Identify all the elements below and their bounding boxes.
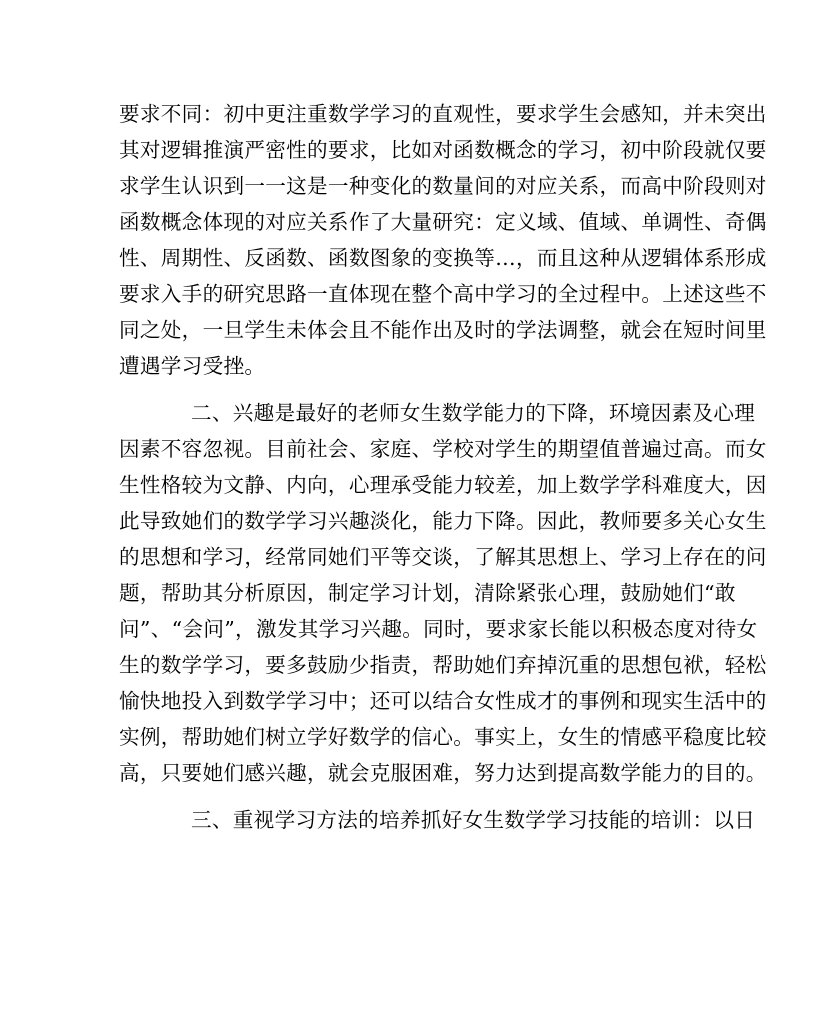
text-line: 问”、“会问”，激发其学习兴趣。同时，要求家长能以积极态度对待女	[119, 617, 758, 641]
text-line: 函数概念体现的对应关系作了大量研究：定义域、值域、单调性、奇偶	[119, 210, 767, 234]
text-line: 求学生认识到一一这是一种变化的数量间的对应关系，而高中阶段则对	[119, 174, 767, 198]
section-heading-line: 二、兴趣是最好的老师女生数学能力的下降，环境因素及心理	[191, 401, 756, 425]
section-heading-line: 三、重视学习方法的培养抓好女生数学学习技能的培训：以日	[191, 808, 756, 832]
text-line: 的思想和学习，经常同她们平等交谈，了解其思想上、学习上存在的问	[119, 545, 767, 569]
text-line: 遭遇学习受挫。	[119, 354, 266, 378]
text-line: 要求不同：初中更注重数学学习的直观性，要求学生会感知，并未突出	[119, 102, 767, 126]
text-line: 要求入手的研究思路一直体现在整个高中学习的全过程中。上述这些不	[119, 282, 767, 306]
text-line: 此导致她们的数学学习兴趣淡化，能力下降。因此，教师要多关心女生	[119, 509, 767, 533]
text-line: 高，只要她们感兴趣，就会克服困难，努力达到提高数学能力的目的。	[119, 761, 767, 785]
text-line: 生性格较为文静、内向，心理承受能力较差，加上数学学科难度大，因	[119, 473, 767, 497]
text-line: 其对逻辑推演严密性的要求，比如对函数概念的学习，初中阶段就仅要	[119, 138, 767, 162]
text-line: 题，帮助其分析原因，制定学习计划，清除紧张心理，鼓励她们“敢	[119, 581, 736, 605]
text-line: 愉快地投入到数学学习中；还可以结合女性成才的事例和现实生活中的	[119, 689, 767, 713]
text-line: 同之处，一旦学生未体会且不能作出及时的学法调整，就会在短时间里	[119, 318, 767, 342]
text-line: 生的数学学习，要多鼓励少指责，帮助她们弃掉沉重的思想包袱，轻松	[119, 653, 767, 677]
text-line: 性、周期性、反函数、函数图象的变换等…，而且这种从逻辑体系形成	[119, 246, 767, 270]
text-line: 因素不容忽视。目前社会、家庭、学校对学生的期望值普遍过高。而女	[119, 437, 767, 461]
text-line: 实例，帮助她们树立学好数学的信心。事实上，女生的情感平稳度比较	[119, 725, 767, 749]
body-text	[119, 96, 767, 838]
